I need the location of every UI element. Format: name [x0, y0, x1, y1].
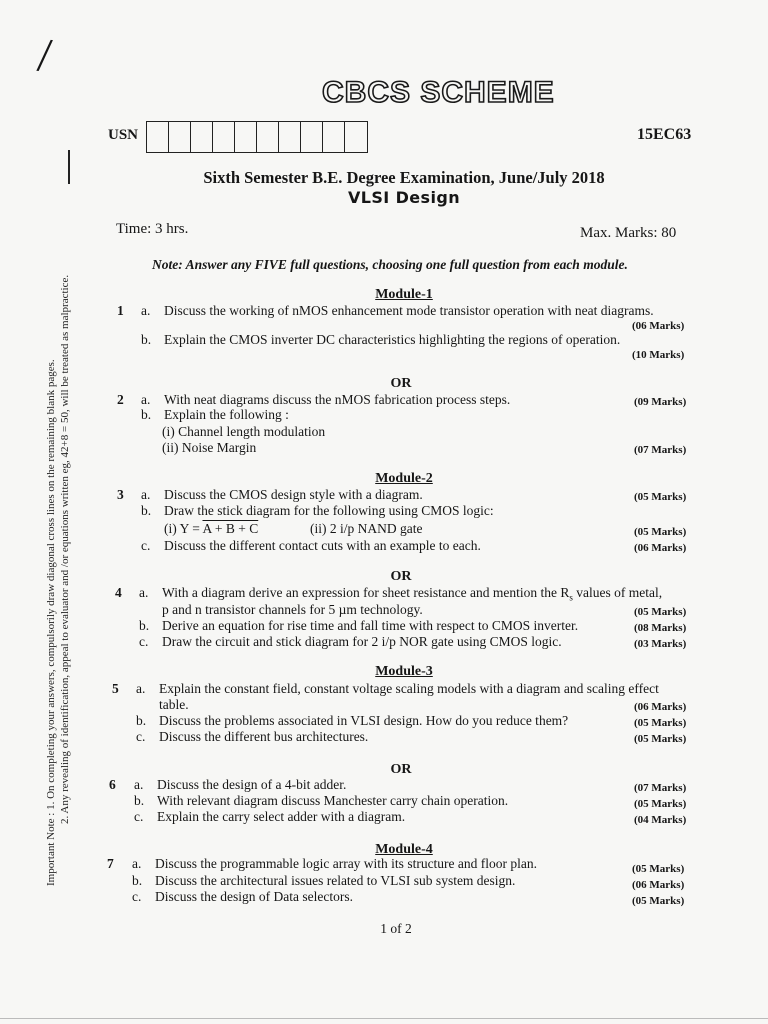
q3-b-i-prefix: (i) Y = — [164, 521, 203, 536]
q3-c-label: c. — [141, 538, 151, 553]
q7-a-marks: (05 Marks) — [632, 863, 685, 875]
question-5-number: 5 — [112, 681, 119, 696]
q5-b-text: Discuss the problems associated in VLSI design. How do you reduce them? — [159, 713, 569, 728]
module-1-heading: Module-1 — [375, 287, 433, 302]
q5-c-text: Discuss the different bus architectures. — [159, 729, 369, 744]
q4-b-marks: (08 Marks) — [634, 622, 687, 634]
scheme-stamp: CBCS SCHEME — [322, 76, 555, 109]
usn-box[interactable] — [147, 122, 169, 152]
question-3-number: 3 — [117, 487, 124, 502]
instruction-note: Note: Answer any FIVE full questions, choosing one full question from each module. — [152, 257, 628, 272]
module-4-heading: Module-4 — [375, 842, 433, 857]
q6-a-label: a. — [134, 777, 144, 792]
q3-b-marks: (05 Marks) — [634, 526, 687, 538]
q7-c-text: Discuss the design of Data selectors. — [155, 889, 353, 904]
usn-box-row — [146, 121, 368, 153]
question-6-number: 6 — [109, 777, 116, 792]
q4-b-text: Derive an equation for rise time and fall time with respect to CMOS inverter. — [162, 618, 579, 633]
or-divider: OR — [390, 569, 412, 584]
question-1-number: 1 — [117, 303, 124, 318]
q1-b-marks: (10 Marks) — [632, 349, 685, 361]
q1-a-text: Discuss the working of nMOS enhancement mode transistor operation with neat diagrams. — [164, 303, 654, 318]
q4-a-text-start: With a diagram derive an expression for sheet resistance and mention the R — [162, 585, 570, 600]
side-note-line-2: 2. Any revealing of identification, appeal to evaluator and /or equations written eg, 42+8 = 50, will be treated as malpractice. — [59, 274, 71, 824]
question-2-number: 2 — [117, 392, 124, 407]
q6-a-text: Discuss the design of a 4-bit adder. — [157, 777, 347, 792]
bottom-edge-line — [0, 1018, 768, 1019]
question-7-number: 7 — [107, 856, 114, 871]
usn-box[interactable] — [345, 122, 367, 152]
q1-b-text: Explain the CMOS inverter DC characteristics highlighting the regions of operation. — [164, 332, 621, 347]
q6-c-text: Explain the carry select adder with a diagram. — [157, 809, 406, 824]
q5-b-label: b. — [136, 713, 147, 728]
usn-box[interactable] — [323, 122, 345, 152]
q5-c-label: c. — [136, 729, 146, 744]
q3-a-marks: (05 Marks) — [634, 491, 687, 503]
q1-b-label: b. — [141, 332, 152, 347]
q5-b-marks: (05 Marks) — [634, 717, 687, 729]
q4-a-marks: (05 Marks) — [634, 606, 687, 618]
q4-a-text-line-2: p and n transistor channels for 5 µm technology. — [162, 602, 423, 617]
q4-a-text-end: values of metal, — [572, 585, 663, 600]
page-number: 1 of 2 — [380, 921, 412, 936]
q6-b-text: With relevant diagram discuss Manchester carry chain operation. — [157, 793, 509, 808]
q6-c-label: c. — [134, 809, 144, 824]
q5-c-marks: (05 Marks) — [634, 733, 687, 745]
subject-title: VLSI Design — [347, 188, 460, 207]
usn-box[interactable] — [301, 122, 323, 152]
q7-a-label: a. — [132, 856, 142, 871]
time-allowed: Time: 3 hrs. — [116, 221, 189, 237]
q2-a-text: With neat diagrams discuss the nMOS fabrication process steps. — [164, 392, 511, 407]
q4-b-label: b. — [139, 618, 150, 633]
usn-box[interactable] — [235, 122, 257, 152]
q7-b-marks: (06 Marks) — [632, 879, 685, 891]
q3-b-label: b. — [141, 503, 152, 518]
q7-b-text: Discuss the architectural issues related to VLSI sub system design. — [155, 873, 516, 888]
q4-c-label: c. — [139, 634, 149, 649]
q7-a-text: Discuss the programmable logic array with its structure and floor plan. — [155, 856, 538, 871]
question-4-number: 4 — [115, 585, 122, 600]
q4-a-label: a. — [139, 585, 149, 600]
q6-a-marks: (07 Marks) — [634, 782, 687, 794]
q2-a-label: a. — [141, 392, 151, 407]
q2-b-marks: (07 Marks) — [634, 444, 687, 456]
usn-box[interactable] — [191, 122, 213, 152]
exam-title: Sixth Semester B.E. Degree Examination, June/July 2018 — [203, 168, 605, 187]
q4-a-text-line-1 — [162, 585, 662, 603]
q5-a-text-line-1: Explain the constant field, constant voltage scaling models with a diagram and scaling effect — [159, 681, 659, 696]
q4-c-marks: (03 Marks) — [634, 638, 687, 650]
q3-a-label: a. — [141, 487, 151, 502]
paper-code: 15EC63 — [637, 126, 692, 143]
q2-b-label: b. — [141, 407, 152, 422]
q6-c-marks: (04 Marks) — [634, 814, 687, 826]
usn-box[interactable] — [213, 122, 235, 152]
q3-a-text: Discuss the CMOS design style with a diagram. — [164, 487, 423, 502]
module-2-heading: Module-2 — [375, 471, 433, 486]
module-3-heading: Module-3 — [375, 664, 433, 679]
q2-b-text: Explain the following : — [164, 407, 289, 422]
usn-label: USN — [108, 127, 139, 143]
handwritten-slash-mark: / — [35, 28, 55, 83]
usn-box[interactable] — [279, 122, 301, 152]
q3-b-text: Draw the stick diagram for the following using CMOS logic: — [164, 503, 494, 518]
usn-box[interactable] — [169, 122, 191, 152]
q3-b-i — [164, 521, 258, 537]
q1-a-label: a. — [141, 303, 151, 318]
q7-c-marks: (05 Marks) — [632, 895, 685, 907]
q3-b-ii: (ii) 2 i/p NAND gate — [310, 521, 423, 536]
q5-a-label: a. — [136, 681, 146, 696]
q2-a-marks: (09 Marks) — [634, 396, 687, 408]
side-note-line-1: Important Note : 1. On completing your answers, compulsorily draw diagonal cross lines on the remaining blank pages. — [45, 359, 57, 886]
q6-b-label: b. — [134, 793, 145, 808]
usn-box[interactable] — [257, 122, 279, 152]
or-divider: OR — [390, 762, 412, 777]
max-marks: Max. Marks: 80 — [580, 225, 677, 241]
q6-b-marks: (05 Marks) — [634, 798, 687, 810]
q7-c-label: c. — [132, 889, 142, 904]
q3-b-i-expression: A + B + C — [202, 521, 259, 536]
q4-c-text: Draw the circuit and stick diagram for 2 i/p NOR gate using CMOS logic. — [162, 634, 562, 649]
q1-a-marks: (06 Marks) — [632, 320, 685, 332]
q3-c-text: Discuss the different contact cuts with an example to each. — [164, 538, 481, 553]
q4-a-subscript: s — [569, 592, 573, 603]
or-divider: OR — [390, 376, 412, 391]
q5-a-text-line-2: table. — [159, 697, 189, 712]
q2-b-i: (i) Channel length modulation — [162, 424, 326, 439]
q2-b-ii: (ii) Noise Margin — [162, 440, 257, 455]
q7-b-label: b. — [132, 873, 143, 888]
q3-c-marks: (06 Marks) — [634, 542, 687, 554]
q5-a-marks: (06 Marks) — [634, 701, 687, 713]
